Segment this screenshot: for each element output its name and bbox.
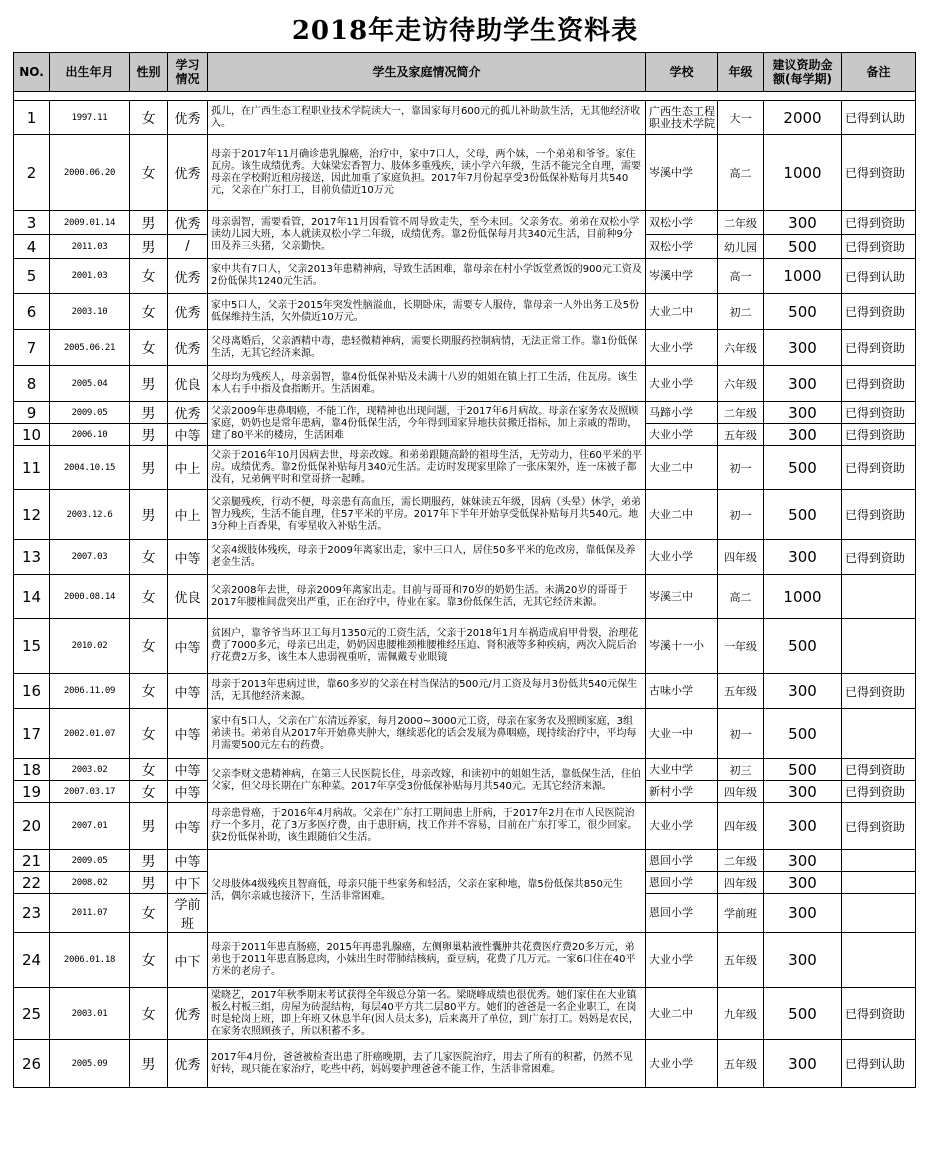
table-row (14, 366, 916, 402)
birth-date: 2007.01 (50, 803, 130, 850)
school-name: 广西生态工程职业技术学院 (646, 101, 718, 135)
family-description: 家中共有7口人，父亲2013年患精神病，导致生活困难，靠母亲在村小学饭堂煮饭的900元工资及2份低保共1240元生活。 (208, 259, 646, 294)
family-description: 母亲患骨癌，于2016年4月病故。父亲在广东打工期间患上肝病，于2017年2月在市人民医院治疗一个多月，花了3万多医疗费，由于患肝病，找工作并不容易，目前在广东打零工，很少回家。获2份低保补助，该生跟随伯父生活。 (208, 803, 646, 850)
grade: 初二 (718, 294, 764, 330)
gender: 女 (130, 259, 168, 294)
grade: 五年级 (718, 933, 764, 988)
row-number: 13 (14, 540, 50, 575)
table-body (14, 92, 916, 1088)
row-number: 5 (14, 259, 50, 294)
grade: 初一 (718, 709, 764, 759)
school-name: 恩回小学 (646, 872, 718, 894)
gender: 女 (130, 781, 168, 803)
school-name: 岑溪三中 (646, 575, 718, 619)
grade: 九年级 (718, 988, 764, 1040)
grade: 初一 (718, 446, 764, 490)
row-number: 14 (14, 575, 50, 619)
table-row (14, 1040, 916, 1088)
grade: 二年级 (718, 850, 764, 872)
birth-date: 2003.01 (50, 988, 130, 1040)
birth-date: 1997.11 (50, 101, 130, 135)
remark: 已得到资助 (842, 781, 916, 803)
table-row (14, 674, 916, 709)
grade: 五年级 (718, 674, 764, 709)
remark: 已得到认助 (842, 259, 916, 294)
birth-date: 2007.03 (50, 540, 130, 575)
remark: 已得到资助 (842, 424, 916, 446)
birth-date: 2004.10.15 (50, 446, 130, 490)
family-description: 父母离婚后，父亲酒精中毒，患轻微精神病，需要长期服药控制病情，无法正常工作。靠1份低保生活，无其它经济来源。 (208, 330, 646, 366)
remark (842, 933, 916, 988)
table-row (14, 619, 916, 674)
school-name: 岑溪中学 (646, 135, 718, 211)
table-row (14, 490, 916, 540)
remark: 已得到资助 (842, 330, 916, 366)
birth-date: 2009.05 (50, 850, 130, 872)
row-number: 19 (14, 781, 50, 803)
header-desc: 学生及家庭情况简介 (208, 53, 646, 92)
remark: 已得到资助 (842, 211, 916, 235)
birth-date: 2005.09 (50, 1040, 130, 1088)
row-number: 10 (14, 424, 50, 446)
table-row (14, 211, 916, 235)
school-name: 大业二中 (646, 446, 718, 490)
table-row (14, 402, 916, 424)
birth-date: 2007.03.17 (50, 781, 130, 803)
school-name: 古味小学 (646, 674, 718, 709)
study-performance: 中等 (168, 674, 208, 709)
gender: 男 (130, 424, 168, 446)
gender: 女 (130, 294, 168, 330)
school-name: 大业二中 (646, 988, 718, 1040)
grade: 六年级 (718, 366, 764, 402)
row-number: 12 (14, 490, 50, 540)
table-row (14, 294, 916, 330)
table-row (14, 446, 916, 490)
study-performance: 中下 (168, 933, 208, 988)
family-description: 父母肢体4级残疾且智商低，母亲只能干些家务和轻活，父亲在家种地，靠5份低保共850元生活，偶尔亲戚也接济下，生活非常困难。 (208, 850, 646, 933)
grade: 幼儿园 (718, 235, 764, 259)
family-description: 父亲4级肢体残疾，母亲于2009年离家出走，家中三口人，居住50多平米的危改房，靠低保及养老金生活。 (208, 540, 646, 575)
school-name: 大业中学 (646, 759, 718, 781)
gender: 男 (130, 490, 168, 540)
study-performance: 优秀 (168, 101, 208, 135)
aid-amount: 300 (764, 894, 842, 933)
remark: 已得到资助 (842, 135, 916, 211)
aid-amount: 500 (764, 446, 842, 490)
grade: 四年级 (718, 540, 764, 575)
row-number: 20 (14, 803, 50, 850)
grade: 高二 (718, 135, 764, 211)
school-name: 岑溪中学 (646, 259, 718, 294)
row-number: 8 (14, 366, 50, 402)
school-name: 双松小学 (646, 211, 718, 235)
header-school: 学校 (646, 53, 718, 92)
aid-amount: 300 (764, 674, 842, 709)
row-number: 26 (14, 1040, 50, 1088)
aid-amount: 300 (764, 1040, 842, 1088)
aid-amount: 500 (764, 709, 842, 759)
study-performance: 中等 (168, 850, 208, 872)
remark: 已得到资助 (842, 803, 916, 850)
remark (842, 575, 916, 619)
study-performance: 优秀 (168, 1040, 208, 1088)
gender: 女 (130, 709, 168, 759)
birth-date: 2005.04 (50, 366, 130, 402)
grade: 学前班 (718, 894, 764, 933)
family-description: 梁晓艺，2017年秋季期末考试获得全年级总分第一名。梁晓峰成绩也很优秀。她们家住在大业镇板么村板三组，房屋为砖混结构，每层40平方共二层80平方。她们的爸爸是一名企业职工，在岗时是轮岗上班，即上年班又休息半年(因人员太多)，后来离开了单位，到广东打工。妈妈是农民，在家务农照顾孩子，所以积蓄不多。 (208, 988, 646, 1040)
birth-date: 2003.10 (50, 294, 130, 330)
table-row (14, 330, 916, 366)
birth-date: 2011.03 (50, 235, 130, 259)
aid-amount: 300 (764, 803, 842, 850)
row-number: 25 (14, 988, 50, 1040)
study-performance: 优秀 (168, 135, 208, 211)
table-row (14, 803, 916, 850)
row-number: 24 (14, 933, 50, 988)
table-row (14, 933, 916, 988)
row-number: 22 (14, 872, 50, 894)
table-row (14, 259, 916, 294)
row-number: 2 (14, 135, 50, 211)
remark: 已得到资助 (842, 235, 916, 259)
school-name: 大业二中 (646, 490, 718, 540)
birth-date: 2010.02 (50, 619, 130, 674)
school-name: 大业小学 (646, 933, 718, 988)
school-name: 大业小学 (646, 424, 718, 446)
remark: 已得到资助 (842, 294, 916, 330)
grade: 初三 (718, 759, 764, 781)
study-performance: 优秀 (168, 211, 208, 235)
page-title: 2018年走访待助学生资料表 (291, 16, 639, 46)
birth-date: 2005.06.21 (50, 330, 130, 366)
family-description: 贫困户，靠爷爷当环卫工每月1350元的工资生活，父亲于2018年1月车祸造成肩甲骨裂，治理花费了7000多元，母亲已出走，奶奶因患腰椎颈椎腰椎经压迫、肾积液等多种疾病，两次入院后治疗花费2万多，该生本人患弱视重听，需佩戴专业眼镜 (208, 619, 646, 674)
study-performance: 中下 (168, 872, 208, 894)
table-row (14, 575, 916, 619)
grade: 大一 (718, 101, 764, 135)
row-number: 9 (14, 402, 50, 424)
aid-amount: 500 (764, 619, 842, 674)
study-performance: 优良 (168, 366, 208, 402)
aid-amount: 1000 (764, 135, 842, 211)
birth-date: 2009.05 (50, 402, 130, 424)
study-performance: 优秀 (168, 988, 208, 1040)
grade: 六年级 (718, 330, 764, 366)
table-row (14, 101, 916, 135)
remark (842, 850, 916, 872)
table-row (14, 759, 916, 781)
table-row (14, 709, 916, 759)
birth-date: 2000.08.14 (50, 575, 130, 619)
grade: 初一 (718, 490, 764, 540)
gender: 女 (130, 759, 168, 781)
birth-date: 2003.02 (50, 759, 130, 781)
birth-date: 2011.07 (50, 894, 130, 933)
study-performance: 优秀 (168, 330, 208, 366)
study-performance: 优良 (168, 575, 208, 619)
study-performance: 优秀 (168, 294, 208, 330)
grade: 二年级 (718, 211, 764, 235)
birth-date: 2006.01.18 (50, 933, 130, 988)
family-description: 父母均为残疾人，母亲弱智，靠4份低保补贴及未满十八岁的姐姐在镇上打工生活，住瓦房。该生本人右手中指及食指断开。生活困难。 (208, 366, 646, 402)
aid-amount: 300 (764, 424, 842, 446)
aid-amount: 1000 (764, 259, 842, 294)
gender: 男 (130, 872, 168, 894)
aid-amount: 1000 (764, 575, 842, 619)
family-description: 家中有5口人，父亲在广东清远养家，每月2000~3000元工资，母亲在家务农及照顾家庭，3组弟读书。弟弟自从2017年开始鼻夹肿大，继续恶化的话会发展为鼻咽癌，现持续治疗中，平均每月需要500元左右的药费。 (208, 709, 646, 759)
grade: 四年级 (718, 803, 764, 850)
row-number: 3 (14, 211, 50, 235)
study-performance: / (168, 235, 208, 259)
remark (842, 872, 916, 894)
remark: 已得到资助 (842, 540, 916, 575)
family-description: 父亲于2016年10月因病去世，母亲改嫁。和弟弟跟随高龄的祖母生活，无劳动力，住60平米的平房。成绩优秀。靠2份低保补贴每月340元生活。走访时发现家里除了一张床架外，连一床被子都没有，兄弟俩平时和堂哥挤一起睡。 (208, 446, 646, 490)
grade: 四年级 (718, 781, 764, 803)
birth-date: 2003.12.6 (50, 490, 130, 540)
remark: 已得到资助 (842, 446, 916, 490)
family-description: 父亲腿残疾，行动不便，母亲患有高血压，需长期服药，妹妹读五年级，因病（头晕）休学，弟弟智力残疾，生活不能自理，住57平米的平房。2017年下半年开始享受低保补贴每月共540元。地3分种上百香果，有零星收入补贴生活。 (208, 490, 646, 540)
aid-amount: 2000 (764, 101, 842, 135)
school-name: 岑溪十一小 (646, 619, 718, 674)
header-perf: 学习 情况 (168, 53, 208, 92)
grade: 高一 (718, 259, 764, 294)
family-description: 母亲弱智，需要看管，2017年11月因看管不周导致走失，至今未回。父亲务农。弟弟在双松小学读幼儿园大班，本人就读双松小学二年级，成绩优秀。靠2份低保每月共340元生活，目前种9分田及养三头猪，父亲勤快。 (208, 211, 646, 259)
student-table (13, 52, 916, 1088)
remark: 已得到资助 (842, 490, 916, 540)
aid-amount: 300 (764, 933, 842, 988)
remark: 已得到资助 (842, 759, 916, 781)
remark: 已得到认助 (842, 1040, 916, 1088)
grade: 高二 (718, 575, 764, 619)
study-performance: 中等 (168, 709, 208, 759)
birth-date: 2009.01.14 (50, 211, 130, 235)
header-amount: 建议资助金 额(每学期) (764, 53, 842, 92)
birth-date: 2008.02 (50, 872, 130, 894)
remark: 已得到认助 (842, 101, 916, 135)
grade: 一年级 (718, 619, 764, 674)
school-name: 恩回小学 (646, 850, 718, 872)
aid-amount: 300 (764, 402, 842, 424)
table-row (14, 540, 916, 575)
study-performance: 中等 (168, 759, 208, 781)
header-dob: 出生年月 (50, 53, 130, 92)
row-number: 16 (14, 674, 50, 709)
aid-amount: 500 (764, 235, 842, 259)
row-number: 23 (14, 894, 50, 933)
school-name: 大业二中 (646, 294, 718, 330)
aid-amount: 500 (764, 759, 842, 781)
study-performance: 中等 (168, 781, 208, 803)
study-performance: 中等 (168, 424, 208, 446)
gender: 女 (130, 135, 168, 211)
aid-amount: 500 (764, 490, 842, 540)
school-name: 大业小学 (646, 803, 718, 850)
remark: 已得到资助 (842, 366, 916, 402)
study-performance: 优秀 (168, 402, 208, 424)
aid-amount: 500 (764, 294, 842, 330)
school-name: 大业小学 (646, 540, 718, 575)
header-grade: 年级 (718, 53, 764, 92)
gender: 男 (130, 366, 168, 402)
aid-amount: 300 (764, 781, 842, 803)
aid-amount: 500 (764, 988, 842, 1040)
study-performance: 中等 (168, 619, 208, 674)
gender: 女 (130, 894, 168, 933)
school-name: 新村小学 (646, 781, 718, 803)
school-name: 恩回小学 (646, 894, 718, 933)
birth-date: 2000.06.20 (50, 135, 130, 211)
study-performance: 优秀 (168, 259, 208, 294)
row-number: 17 (14, 709, 50, 759)
gender: 男 (130, 803, 168, 850)
header-no: NO. (14, 53, 50, 92)
birth-date: 2006.10 (50, 424, 130, 446)
school-name: 马蹄小学 (646, 402, 718, 424)
gender: 女 (130, 101, 168, 135)
aid-amount: 300 (764, 850, 842, 872)
family-description: 母亲于2017年11月确诊患乳腺癌，治疗中，家中7口人，父母，两个妹，一个弟弟和爷爷。家住瓦房。该生成绩优秀。大妹梁宏香智力、肢体多重残疾，读小学六年级，生活不能完全自理，需要母亲在学校附近租房接送，因此加重了家庭负担。2017年7月份起享受3份低保补贴每月共540元，父亲在广东打工，目前负债近10万元 (208, 135, 646, 211)
school-name: 大业小学 (646, 330, 718, 366)
birth-date: 2001.03 (50, 259, 130, 294)
gender: 女 (130, 575, 168, 619)
birth-date: 2006.11.09 (50, 674, 130, 709)
gender: 男 (130, 446, 168, 490)
table-row (14, 988, 916, 1040)
grade: 五年级 (718, 424, 764, 446)
grade: 四年级 (718, 872, 764, 894)
remark: 已得到资助 (842, 674, 916, 709)
family-description: 父亲李财文患精神病，在第三人民医院长住，母亲改嫁，和读初中的姐姐生活，靠低保生活，住伯父家，但父母长期在广东种菜。2017年享受3份低保补贴每月共540元。无其它经济来源。 (208, 759, 646, 803)
table-row (14, 850, 916, 872)
row-number: 1 (14, 101, 50, 135)
study-performance: 中等 (168, 540, 208, 575)
school-name: 双松小学 (646, 235, 718, 259)
gender: 女 (130, 540, 168, 575)
row-number: 15 (14, 619, 50, 674)
remark (842, 894, 916, 933)
study-performance: 中上 (168, 490, 208, 540)
table-row (14, 135, 916, 211)
header-row (14, 53, 916, 92)
gender: 女 (130, 619, 168, 674)
study-performance: 中等 (168, 803, 208, 850)
gender: 女 (130, 988, 168, 1040)
remark: 已得到资助 (842, 988, 916, 1040)
aid-amount: 300 (764, 211, 842, 235)
family-description: 母亲于2013年患病过世，靠60多岁的父亲在村当保洁的500元/月工资及每月3份低共540元保生活，无其他经济来源。 (208, 674, 646, 709)
gender: 女 (130, 933, 168, 988)
family-description: 父亲2009年患鼻咽癌，不能工作，现精神也出现问题，于2017年6月病故。母亲在家务农及照顾家庭，奶奶也是常年患病，靠4份低保生活，今年得到国家异地扶贫搬迁指标，加上亲戚的帮助，建了80平米的楼房，生活困难 (208, 402, 646, 446)
family-description: 孤儿，在广西生态工程职业技术学院读大一，靠国家每月600元的孤儿补助款生活，无其他经济收入。 (208, 101, 646, 135)
row-number: 21 (14, 850, 50, 872)
row-number: 4 (14, 235, 50, 259)
aid-amount: 300 (764, 872, 842, 894)
remark (842, 619, 916, 674)
study-performance: 中上 (168, 446, 208, 490)
row-number: 7 (14, 330, 50, 366)
gender: 男 (130, 402, 168, 424)
aid-amount: 300 (764, 330, 842, 366)
study-performance: 学前班 (168, 894, 208, 933)
row-number: 18 (14, 759, 50, 781)
school-name: 大业小学 (646, 1040, 718, 1088)
aid-amount: 300 (764, 366, 842, 402)
school-name: 大业小学 (646, 366, 718, 402)
spacer-row (14, 92, 916, 101)
gender: 男 (130, 1040, 168, 1088)
aid-amount: 300 (764, 540, 842, 575)
remark: 已得到资助 (842, 402, 916, 424)
gender: 男 (130, 211, 168, 235)
row-number: 6 (14, 294, 50, 330)
grade: 五年级 (718, 1040, 764, 1088)
gender: 女 (130, 330, 168, 366)
row-number: 11 (14, 446, 50, 490)
header-note: 备注 (842, 53, 916, 92)
family-description: 2017年4月份，爸爸被检查出患了肝癌晚期，去了几家医院治疗，用去了所有的积蓄，仍然不见好转，现只能在家治疗，吃些中药，妈妈要护理爸爸不能工作，生活非常困难。 (208, 1040, 646, 1088)
gender: 男 (130, 850, 168, 872)
remark (842, 709, 916, 759)
family-description: 父亲2008年去世，母亲2009年离家出走。目前与哥哥和70岁的奶奶生活。未满20岁的哥哥于2017年腰椎间盘突出严重，正在治疗中，待业在家。靠3份低保生活，无其它经济来源。 (208, 575, 646, 619)
grade: 二年级 (718, 402, 764, 424)
family-description: 家中5口人，父亲于2015年突发性脑溢血，长期卧床，需要专人服侍，靠母亲一人外出务工及5份低保维持生活，欠外债近10万元。 (208, 294, 646, 330)
birth-date: 2002.01.07 (50, 709, 130, 759)
gender: 女 (130, 674, 168, 709)
gender: 男 (130, 235, 168, 259)
school-name: 大业一中 (646, 709, 718, 759)
family-description: 母亲于2011年患直肠癌，2015年再患乳腺癌，左侧卵巢粘液性囊肿共花费医疗费20多万元，弟弟也于2011年患直肠息肉，小妹出生时带肺结核病，蚕豆病，花费了几万元。一家6口住在40平方米的老房子。 (208, 933, 646, 988)
header-gender: 性别 (130, 53, 168, 92)
